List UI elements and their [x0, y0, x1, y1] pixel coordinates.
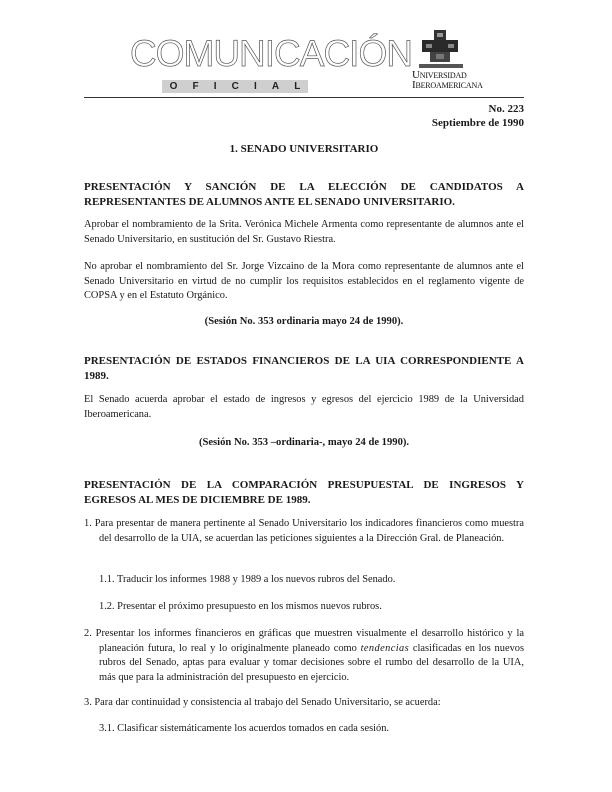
- list-item-3-1: 3.1. Clasificar sistemáticamente los acuerdos tomados en cada sesión.: [99, 723, 389, 734]
- oficial-letter: O: [169, 81, 178, 92]
- section-title: 1. SENADO UNIVERSITARIO: [229, 143, 379, 155]
- university-name: [412, 70, 502, 90]
- oficial-letter: I: [213, 81, 217, 92]
- heading-eleccion-candidatos: PRESENTACIÓN Y SANCIÓN DE LA ELECCIÓN DE CANDIDATOS A REPRESENTANTES DE ALUMNOS ANTE EL SENADO UNIVERSITARIO.: [84, 181, 524, 208]
- session-reference-2: (Sesión No. 353 –ordinaria-, mayo 24 de 1990).: [198, 437, 410, 448]
- paragraph-aprobar-nombramiento: Aprobar el nombramiento de la Srita. Verónica Michele Armenta como representante de alumnos ante el Senado Universitario, en sustitución del Sr. Gustavo Riestra.: [84, 219, 524, 245]
- heading-comparacion-presupuestal: PRESENTACIÓN DE LA COMPARACIÓN PRESUPUESTAL DE INGRESOS Y EGRESOS AL MES DE DICIEMBRE DE 1989.: [84, 479, 524, 506]
- list-item-3: 3. Para dar continuidad y consistencia al trabajo del Senado Universitario, se acuerda:: [84, 697, 441, 708]
- university-name-line2: Iberoamericana: [412, 79, 483, 91]
- oficial-letter: A: [271, 81, 280, 92]
- header-divider: [84, 97, 524, 98]
- university-name-line1: Universidad: [412, 69, 467, 81]
- session-reference-1: (Sesión No. 353 ordinaria mayo 24 de 1990).: [204, 316, 404, 327]
- list-item-2: [84, 627, 524, 685]
- issue-date: Septiembre de 1990: [431, 117, 524, 129]
- paragraph-no-aprobar-nombramiento: No aprobar el nombramiento del Sr. Jorge Vizcaino de la Mora como representante de alumnos ante el Senado Universitario en virtud de no cumplir los requisitos establecidos en el reglamento vigente de COPSA y en el Estatuto Orgánico.: [84, 261, 524, 301]
- oficial-letter: I: [253, 81, 257, 92]
- comunicacion-logo-title: COMUNICACIÓN: [130, 33, 412, 74]
- paragraph-aprobar-estado: El Senado acuerda aprobar el estado de ingresos y egresos del ejercicio 1989 de la Universidad Iberoamericana.: [84, 394, 524, 420]
- issue-number: No. 223: [488, 103, 524, 115]
- list-item-2-text-start: 2. Presentar los informes financieros en gráficas que muestren visualmente el desarrollo histórico y la planeación futura, lo real y lo originalmente planeado como: [84, 628, 524, 654]
- list-item-2-emphasis: tendencias: [360, 642, 410, 654]
- heading-estados-financieros: PRESENTACIÓN DE ESTADOS FINANCIEROS DE LA UIA CORRESPONDIENTE A 1989.: [84, 355, 524, 382]
- issue-info: [432, 102, 524, 130]
- list-item-1: 1. Para presentar de manera pertinente al Senado Universitario los indicadores financieros como muestra del desarrollo de la UIA, se acuerdan las peticiones siguientes a la Dirección Gral. de Planeación.: [84, 518, 524, 544]
- oficial-letter: C: [231, 81, 239, 92]
- list-item-2-text-end: clasificadas en los nuevos rubros del Senado, aptas para evaluar y tomar decisiones sobre el rumbo del desarrollo de la UIA, más que para la administración del presupuesto en ejercicio.: [99, 642, 524, 683]
- oficial-letter: L: [294, 81, 301, 92]
- list-item-1-1: 1.1. Traducir los informes 1988 y 1989 a los nuevos rubros del Senado.: [99, 574, 396, 585]
- emblem-tagline-bar: [419, 64, 463, 68]
- list-item-1-2: 1.2. Presentar el próximo presupuesto en los mismos nuevos rubros.: [99, 601, 382, 612]
- oficial-banner-text: [162, 80, 308, 93]
- university-emblem-icon: [420, 30, 460, 62]
- oficial-letter: F: [192, 81, 199, 92]
